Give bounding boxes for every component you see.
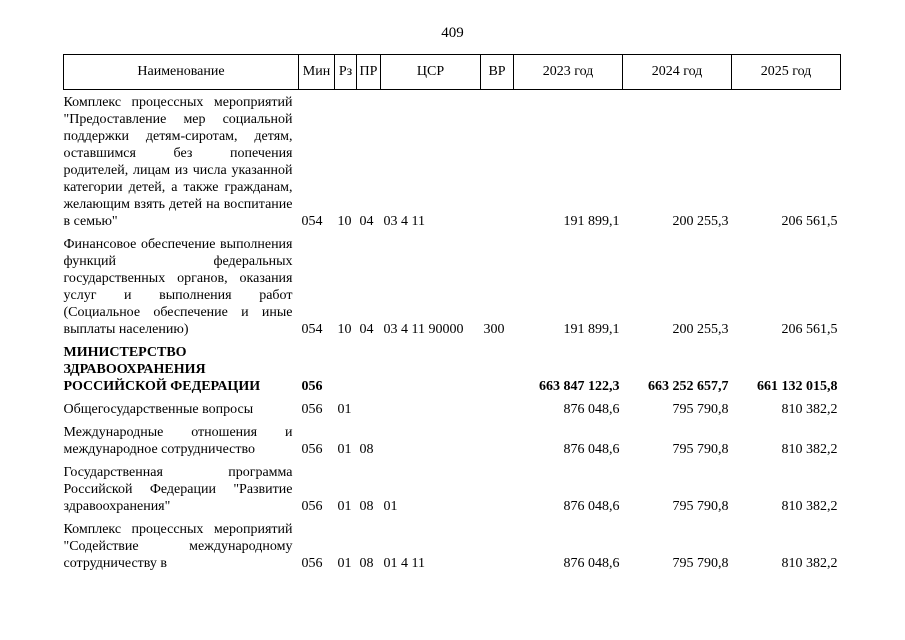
row-vr [481,90,514,237]
row-2024: 795 790,8 [672,499,729,514]
row-vr [481,521,514,578]
row-rz: 01 [337,402,352,417]
header-csr: ЦСР [381,55,481,90]
header-name: Наименование [64,55,299,90]
row-csr [381,344,481,401]
row-2025: 810 382,2 [781,402,838,417]
row-name: Комплекс процессных мероприятий "Содействие международному сотрудничеству в [63,522,293,571]
table-row [64,424,841,464]
table-row [64,464,841,521]
row-vr [481,464,514,521]
table-header [64,55,841,90]
row-2024: 795 790,8 [672,442,729,457]
header-pr: ПР [357,55,381,90]
row-csr: 01 [383,499,398,514]
header-2024: 2024 год [623,55,732,90]
table-row [64,90,841,237]
table-row [64,521,841,578]
row-name: Государственная программа Российской Федерации "Развитие здравоохранения" [63,465,293,514]
row-pr: 08 [359,499,374,514]
row-2025: 206 561,5 [781,214,838,229]
row-2024: 795 790,8 [672,556,729,571]
row-2023: 191 899,1 [563,214,620,229]
row-2025: 661 132 015,8 [757,379,838,394]
row-2025: 810 382,2 [781,442,838,457]
row-2023: 876 048,6 [563,499,620,514]
table-row [64,344,841,401]
row-rz: 01 [337,499,352,514]
header-rz: Рз [335,55,357,90]
row-2024: 663 252 657,7 [648,379,729,394]
row-min: 056 [301,499,323,514]
row-pr [357,344,381,401]
row-2024: 200 255,3 [672,322,729,337]
row-2023: 876 048,6 [563,556,620,571]
header-min: Мин [299,55,335,90]
row-name: Международные отношения и международное сотрудничество [63,425,293,457]
row-min: 056 [301,402,323,417]
row-csr [381,401,481,424]
row-2023: 663 847 122,3 [539,379,620,394]
row-name: Финансовое обеспечение выполнения функций федеральных государственных органов, оказания услуг и выполнения работ (Социальное обеспечение и иные выплаты населению) [63,237,293,337]
row-csr: 03 4 11 [383,214,425,229]
row-rz [335,344,357,401]
row-vr [481,424,514,464]
row-2024: 795 790,8 [672,402,729,417]
row-vr: 300 [483,322,505,337]
header-2023: 2023 год [514,55,623,90]
row-pr: 04 [359,322,374,337]
row-2025: 206 561,5 [781,322,838,337]
row-min: 056 [301,442,323,457]
page-number: 409 [441,25,464,41]
table-row [64,236,841,344]
row-name: МИНИСТЕРСТВО ЗДРАВООХРАНЕНИЯ РОССИЙСКОЙ ФЕДЕРАЦИИ [63,345,261,394]
row-rz: 10 [337,322,352,337]
row-rz: 01 [337,442,352,457]
header-2025: 2025 год [732,55,841,90]
row-pr [357,401,381,424]
row-pr: 08 [359,556,374,571]
row-2023: 191 899,1 [563,322,620,337]
row-pr: 08 [359,442,374,457]
row-2023: 876 048,6 [563,402,620,417]
row-min: 056 [301,379,323,394]
row-min: 054 [301,214,323,229]
header-vr: ВР [481,55,514,90]
row-name: Общегосударственные вопросы [63,402,254,417]
row-csr: 01 4 11 [383,556,425,571]
row-2023: 876 048,6 [563,442,620,457]
budget-table [63,54,841,578]
row-2025: 810 382,2 [781,499,838,514]
row-pr: 04 [359,214,374,229]
table-row [64,401,841,424]
row-vr [481,344,514,401]
row-csr: 03 4 11 90000 [383,322,464,337]
row-min: 054 [301,322,323,337]
row-name: Комплекс процессных мероприятий "Предоставление мер социальной поддержки детям-сиротам, детям, оставшимся без попечения родителей, лицам из числа указанной категории детей, а также гражданам, желающим взять детей на воспитание в семью" [63,95,293,229]
row-csr [381,424,481,464]
row-2024: 200 255,3 [672,214,729,229]
row-2025: 810 382,2 [781,556,838,571]
row-min: 056 [301,556,323,571]
row-vr [481,401,514,424]
row-rz: 10 [337,214,352,229]
row-rz: 01 [337,556,352,571]
